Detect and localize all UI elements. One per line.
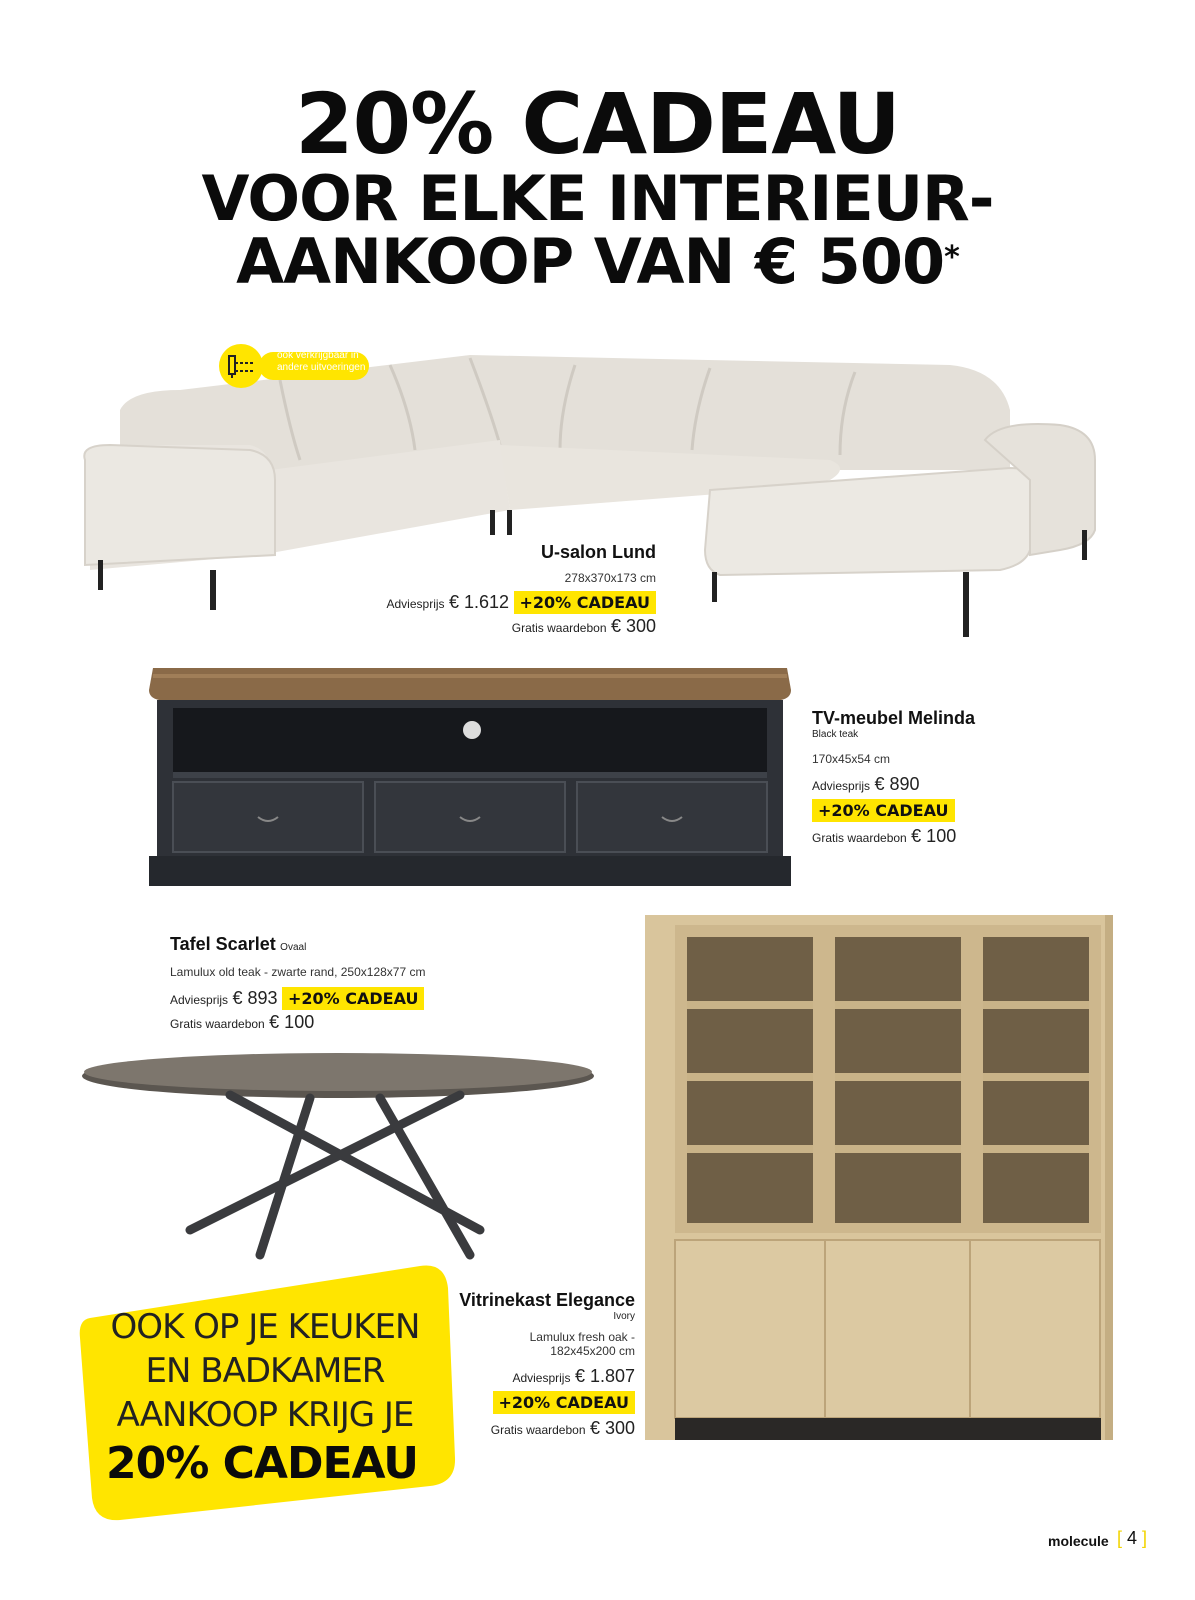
promo-tag: +20% CADEAU bbox=[514, 591, 657, 614]
product-dims: 278x370x173 cm bbox=[564, 571, 656, 585]
voucher-label: Gratis waardebon bbox=[511, 621, 607, 635]
product-title bbox=[170, 934, 510, 955]
product-name: TV-meubel Melinda bbox=[812, 708, 976, 728]
voucher-row bbox=[170, 1012, 510, 1033]
badge-text bbox=[277, 350, 365, 374]
promo-tag: +20% CADEAU bbox=[812, 799, 955, 822]
brand-logo: molecule bbox=[1048, 1533, 1109, 1549]
voucher-value: € 300 bbox=[610, 616, 656, 636]
table-info bbox=[170, 934, 510, 1033]
badge-line-2: andere uitvoeringen bbox=[277, 362, 366, 373]
kitchen-promo-line-3: AANKOOP KRIJG JE bbox=[116, 1395, 414, 1435]
product-dims: 170x45x54 cm bbox=[812, 752, 891, 766]
price-row bbox=[360, 591, 656, 614]
bracket-left: [ bbox=[1117, 1528, 1128, 1548]
price-value: € 893 bbox=[232, 988, 278, 1008]
badge-line-1: ook verkrijgbaar in bbox=[277, 350, 359, 361]
kitchen-promo-line-4: 20% CADEAU bbox=[106, 1438, 418, 1489]
product-desc-2: 182x45x200 cm bbox=[550, 1344, 635, 1358]
product-desc-1: Lamulux fresh oak - bbox=[529, 1330, 635, 1344]
page-number-value: 4 bbox=[1127, 1528, 1138, 1548]
price-label: Adviesprijs bbox=[170, 993, 229, 1007]
price-label: Adviesprijs bbox=[812, 779, 871, 793]
price-value: € 1.612 bbox=[448, 592, 510, 612]
product-variant: Ivory bbox=[613, 1311, 635, 1322]
vitrine-cabinet-image bbox=[645, 915, 1115, 1445]
voucher-label: Gratis waardebon bbox=[812, 831, 907, 845]
product-variant: Black teak bbox=[812, 729, 859, 740]
voucher-value: € 100 bbox=[911, 826, 957, 846]
promo-tag: +20% CADEAU bbox=[493, 1391, 636, 1414]
tv-cabinet-image bbox=[145, 668, 795, 890]
page-number bbox=[1117, 1528, 1147, 1549]
kitchen-promo-line-1: OOK OP JE KEUKEN bbox=[110, 1307, 420, 1347]
headline-line-2: VOOR ELKE INTERIEUR- bbox=[201, 162, 994, 235]
sofa-variants-icon bbox=[226, 351, 256, 381]
voucher-value: € 100 bbox=[269, 1012, 315, 1032]
product-name: Tafel Scarlet bbox=[170, 934, 276, 954]
voucher-label: Gratis waardebon bbox=[170, 1017, 265, 1031]
sofa-info bbox=[360, 542, 656, 637]
promo-tag: +20% CADEAU bbox=[282, 987, 425, 1010]
voucher-row bbox=[812, 826, 1072, 847]
headline-line-3-text: AANKOOP VAN € 500 bbox=[236, 225, 945, 298]
kitchen-promo-line-2: EN BADKAMER bbox=[145, 1351, 385, 1391]
price-value: € 1.807 bbox=[574, 1366, 635, 1386]
product-name: U-salon Lund bbox=[541, 542, 656, 562]
price-label: Adviesprijs bbox=[386, 597, 445, 611]
product-name: Vitrinekast Elegance bbox=[459, 1290, 635, 1310]
product-desc: Lamulux old teak - zwarte rand, 250x128x77 cm bbox=[170, 965, 426, 979]
voucher-value: € 300 bbox=[589, 1418, 635, 1438]
price-value: € 890 bbox=[874, 774, 920, 794]
price-row bbox=[170, 987, 510, 1010]
tv-info bbox=[812, 708, 1072, 847]
product-variant: Ovaal bbox=[280, 942, 307, 953]
promo-row bbox=[812, 799, 1072, 822]
variants-badge bbox=[219, 344, 381, 394]
price-label: Adviesprijs bbox=[512, 1371, 571, 1385]
headline-asterisk: * bbox=[944, 240, 959, 275]
headline-line-3 bbox=[0, 225, 1195, 298]
voucher-row bbox=[360, 616, 656, 637]
bracket-right: ] bbox=[1137, 1528, 1148, 1548]
headline-line-1: 20% CADEAU bbox=[295, 75, 900, 173]
voucher-label: Gratis waardebon bbox=[490, 1423, 586, 1437]
table-image bbox=[80, 1050, 600, 1270]
price-row bbox=[812, 774, 1072, 795]
